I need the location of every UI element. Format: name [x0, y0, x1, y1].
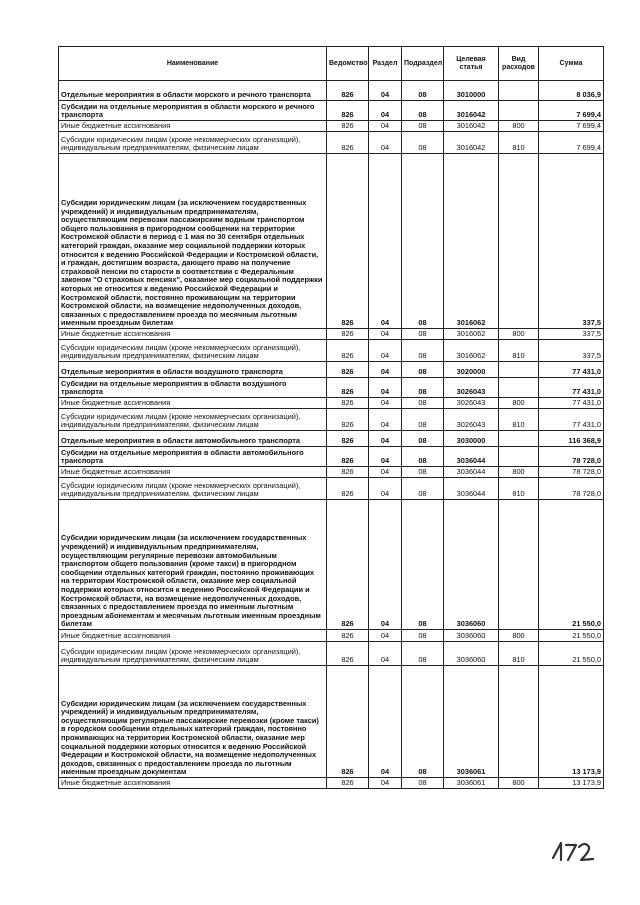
document-sheet — [58, 46, 603, 789]
table-row — [59, 467, 604, 478]
row-name: Субсидии на отдельные мероприятия в области автомобильного транспорта — [59, 447, 327, 467]
row-celevaya: 3020000 — [444, 362, 499, 378]
row-razdel: 04 — [369, 362, 402, 378]
header-row — [59, 47, 604, 81]
table-row — [59, 154, 604, 329]
row-vid: 810 — [499, 642, 539, 666]
row-summa: 78 728,0 — [539, 467, 604, 478]
row-podrazdel: 08 — [402, 154, 444, 329]
table-row — [59, 478, 604, 500]
row-summa: 21 550,0 — [539, 630, 604, 642]
row-name: Иные бюджетные ассигнования — [59, 329, 327, 340]
row-summa: 7 699,4 — [539, 101, 604, 121]
row-vid: 800 — [499, 778, 539, 789]
row-razdel: 04 — [369, 121, 402, 132]
row-ved: 826 — [327, 500, 369, 630]
row-ved: 826 — [327, 398, 369, 409]
row-celevaya: 3036044 — [444, 467, 499, 478]
row-podrazdel: 08 — [402, 500, 444, 630]
row-vid — [499, 101, 539, 121]
row-razdel: 04 — [369, 778, 402, 789]
row-summa: 13 173,9 — [539, 666, 604, 778]
table-row — [59, 642, 604, 666]
row-celevaya: 3036061 — [444, 666, 499, 778]
row-celevaya: 3010000 — [444, 81, 499, 101]
row-vid: 810 — [499, 478, 539, 500]
row-razdel: 04 — [369, 329, 402, 340]
row-name: Отдельные мероприятия в области воздушного транспорта — [59, 362, 327, 378]
row-razdel: 04 — [369, 132, 402, 154]
row-podrazdel: 08 — [402, 630, 444, 642]
row-vid — [499, 154, 539, 329]
row-name: Иные бюджетные ассигнования — [59, 121, 327, 132]
row-celevaya: 3016062 — [444, 340, 499, 362]
row-summa: 77 431,0 — [539, 409, 604, 431]
row-vid — [499, 666, 539, 778]
row-name: Отдельные мероприятия в области автомобильного транспорта — [59, 431, 327, 447]
row-summa: 21 550,0 — [539, 642, 604, 666]
table-row — [59, 132, 604, 154]
row-name: Субсидии юридическим лицам (за исключением государственных учреждений) и индивидуальным предпринимателям, осуществляющим регулярные пассажирские перевозки (кроме такси) в городском сообщении отдельных категорий граждан, постоянно проживающих на территории Костромской области, оказание мер социальной поддержки которых относится к ведению Российской Федерации и Костромской области, на возмещение недополученных доходов, связанных с предоставлением проезда по льготным именным проездным документам — [59, 666, 327, 778]
row-vid: 810 — [499, 409, 539, 431]
row-vid — [499, 81, 539, 101]
table-row — [59, 340, 604, 362]
row-ved: 826 — [327, 329, 369, 340]
row-vid: 800 — [499, 467, 539, 478]
header-celevaya: Целевая статья — [444, 47, 499, 81]
row-name: Субсидии юридическим лицам (кроме некоммерческих организаций), индивидуальным предпринимателям, физическим лицам — [59, 409, 327, 431]
row-celevaya: 3036061 — [444, 778, 499, 789]
row-podrazdel: 08 — [402, 101, 444, 121]
row-razdel: 04 — [369, 467, 402, 478]
row-razdel: 04 — [369, 101, 402, 121]
row-name: Субсидии юридическим лицам (кроме некоммерческих организаций), индивидуальным предпринимателям, физическим лицам — [59, 642, 327, 666]
row-podrazdel: 08 — [402, 121, 444, 132]
row-name: Субсидии юридическим лицам (кроме некоммерческих организаций), индивидуальным предпринимателям, физическим лицам — [59, 132, 327, 154]
row-podrazdel: 08 — [402, 447, 444, 467]
row-ved: 826 — [327, 447, 369, 467]
row-podrazdel: 08 — [402, 329, 444, 340]
row-name: Иные бюджетные ассигнования — [59, 778, 327, 789]
table-row — [59, 81, 604, 101]
row-name: Субсидии на отдельные мероприятия в области морского и речного транспорта — [59, 101, 327, 121]
table-row — [59, 362, 604, 378]
row-vid: 800 — [499, 630, 539, 642]
row-vid: 810 — [499, 340, 539, 362]
row-summa: 78 728,0 — [539, 447, 604, 467]
row-ved: 826 — [327, 154, 369, 329]
row-name: Субсидии на отдельные мероприятия в области воздушного транспорта — [59, 378, 327, 398]
row-vid: 810 — [499, 132, 539, 154]
row-name: Субсидии юридическим лицам (кроме некоммерческих организаций), индивидуальным предпринимателям, физическим лицам — [59, 478, 327, 500]
row-vid — [499, 431, 539, 447]
row-summa: 77 431,0 — [539, 398, 604, 409]
row-summa: 337,5 — [539, 340, 604, 362]
row-ved: 826 — [327, 467, 369, 478]
row-vid: 800 — [499, 329, 539, 340]
handwritten-page-number — [548, 838, 596, 864]
row-celevaya: 3036044 — [444, 447, 499, 467]
row-ved: 826 — [327, 642, 369, 666]
row-razdel: 04 — [369, 431, 402, 447]
row-name: Субсидии юридическим лицам (кроме некоммерческих организаций), индивидуальным предпринимателям, физическим лицам — [59, 340, 327, 362]
table-row — [59, 121, 604, 132]
row-razdel: 04 — [369, 398, 402, 409]
row-podrazdel: 08 — [402, 398, 444, 409]
header-ved: Ведомство — [327, 47, 369, 81]
table-row — [59, 630, 604, 642]
row-celevaya: 3026043 — [444, 398, 499, 409]
row-podrazdel: 08 — [402, 478, 444, 500]
row-summa: 116 368,9 — [539, 431, 604, 447]
row-podrazdel: 08 — [402, 778, 444, 789]
row-vid — [499, 378, 539, 398]
row-podrazdel: 08 — [402, 642, 444, 666]
row-celevaya: 3016062 — [444, 329, 499, 340]
row-celevaya: 3026043 — [444, 409, 499, 431]
row-razdel: 04 — [369, 81, 402, 101]
row-vid — [499, 362, 539, 378]
header-summa: Сумма — [539, 47, 604, 81]
row-podrazdel: 08 — [402, 666, 444, 778]
row-podrazdel: 08 — [402, 467, 444, 478]
table-row — [59, 500, 604, 630]
row-summa: 337,5 — [539, 154, 604, 329]
row-vid: 800 — [499, 121, 539, 132]
row-summa: 77 431,0 — [539, 362, 604, 378]
row-name: Иные бюджетные ассигнования — [59, 630, 327, 642]
row-podrazdel: 08 — [402, 362, 444, 378]
header-razdel: Раздел — [369, 47, 402, 81]
row-name: Иные бюджетные ассигнования — [59, 398, 327, 409]
header-vid: Вид расходов — [499, 47, 539, 81]
row-ved: 826 — [327, 101, 369, 121]
row-summa: 77 431,0 — [539, 378, 604, 398]
row-razdel: 04 — [369, 409, 402, 431]
row-ved: 826 — [327, 81, 369, 101]
row-podrazdel: 08 — [402, 81, 444, 101]
row-celevaya: 3016042 — [444, 121, 499, 132]
row-ved: 826 — [327, 478, 369, 500]
row-razdel: 04 — [369, 478, 402, 500]
row-celevaya: 3036060 — [444, 642, 499, 666]
table-row — [59, 101, 604, 121]
table-body — [59, 81, 604, 789]
row-ved: 826 — [327, 121, 369, 132]
table-row — [59, 329, 604, 340]
budget-table — [58, 46, 604, 789]
row-razdel: 04 — [369, 642, 402, 666]
row-celevaya: 3016062 — [444, 154, 499, 329]
row-razdel: 04 — [369, 500, 402, 630]
table-row — [59, 778, 604, 789]
row-celevaya: 3026043 — [444, 378, 499, 398]
row-podrazdel: 08 — [402, 132, 444, 154]
row-ved: 826 — [327, 340, 369, 362]
row-summa: 21 550,0 — [539, 500, 604, 630]
row-podrazdel: 08 — [402, 378, 444, 398]
table-row — [59, 409, 604, 431]
row-name: Отдельные мероприятия в области морского и речного транспорта — [59, 81, 327, 101]
row-razdel: 04 — [369, 340, 402, 362]
table-row — [59, 447, 604, 467]
header-podrazdel: Подраздел — [402, 47, 444, 81]
row-celevaya: 3036060 — [444, 630, 499, 642]
row-ved: 826 — [327, 630, 369, 642]
row-celevaya: 3030000 — [444, 431, 499, 447]
row-celevaya: 3016042 — [444, 101, 499, 121]
row-summa: 13 173,9 — [539, 778, 604, 789]
row-razdel: 04 — [369, 378, 402, 398]
row-razdel: 04 — [369, 447, 402, 467]
table-row — [59, 431, 604, 447]
row-razdel: 04 — [369, 630, 402, 642]
row-name: Иные бюджетные ассигнования — [59, 467, 327, 478]
row-ved: 826 — [327, 778, 369, 789]
row-vid — [499, 500, 539, 630]
row-summa: 337,5 — [539, 329, 604, 340]
row-ved: 826 — [327, 666, 369, 778]
row-summa: 78 728,0 — [539, 478, 604, 500]
row-podrazdel: 08 — [402, 340, 444, 362]
row-celevaya: 3036060 — [444, 500, 499, 630]
table-row — [59, 666, 604, 778]
row-name: Субсидии юридическим лицам (за исключением государственных учреждений) и индивидуальным предпринимателям, осуществляющим регулярные перевозки автомобильным транспортом общего пользования (кроме такси) в пригородном сообщении отдельных категорий граждан, постоянно проживающих на территории Костромской области, оказание мер социальной поддержки которых относится к ведению Российской Федерации и Костромской области, на возмещение недополученных доходов, связанных с предоставлением проезда по именным льготным проездным абонементам и месячным льготным именным проездным билетам — [59, 500, 327, 630]
row-name: Субсидии юридическим лицам (за исключением государственных учреждений) и индивидуальным предпринимателям, осуществляющим перевозки пассажирским водным транспортом общего пользования в пригородном сообщении на территории Костромской области в период с 1 мая по 30 сентября отдельных категорий граждан, оказание мер социальной поддержки которых относится к ведению Российской Федерации и Костромской области, и граждан, достигшим возраста, дающего право на получение страховой пенсии по старости в соответствии с Федеральным законом "О страховых пенсиях", оказание мер социальной поддержки которых не относится к ведению Российской Федерации и Костромской области, постоянно проживающим на территории Костромской области, на возмещение недополученных доходов, связанных с предоставлением проезда по месячным льготным именным проездным билетам — [59, 154, 327, 329]
row-vid: 800 — [499, 398, 539, 409]
row-ved: 826 — [327, 409, 369, 431]
row-ved: 826 — [327, 378, 369, 398]
row-summa: 8 036,9 — [539, 81, 604, 101]
row-ved: 826 — [327, 132, 369, 154]
row-celevaya: 3036044 — [444, 478, 499, 500]
row-podrazdel: 08 — [402, 409, 444, 431]
row-podrazdel: 08 — [402, 431, 444, 447]
row-vid — [499, 447, 539, 467]
row-summa: 7 699,4 — [539, 132, 604, 154]
header-name: Наименование — [59, 47, 327, 81]
row-summa: 7 699,4 — [539, 121, 604, 132]
table-row — [59, 378, 604, 398]
row-razdel: 04 — [369, 666, 402, 778]
row-celevaya: 3016042 — [444, 132, 499, 154]
row-ved: 826 — [327, 431, 369, 447]
row-razdel: 04 — [369, 154, 402, 329]
table-row — [59, 398, 604, 409]
row-ved: 826 — [327, 362, 369, 378]
